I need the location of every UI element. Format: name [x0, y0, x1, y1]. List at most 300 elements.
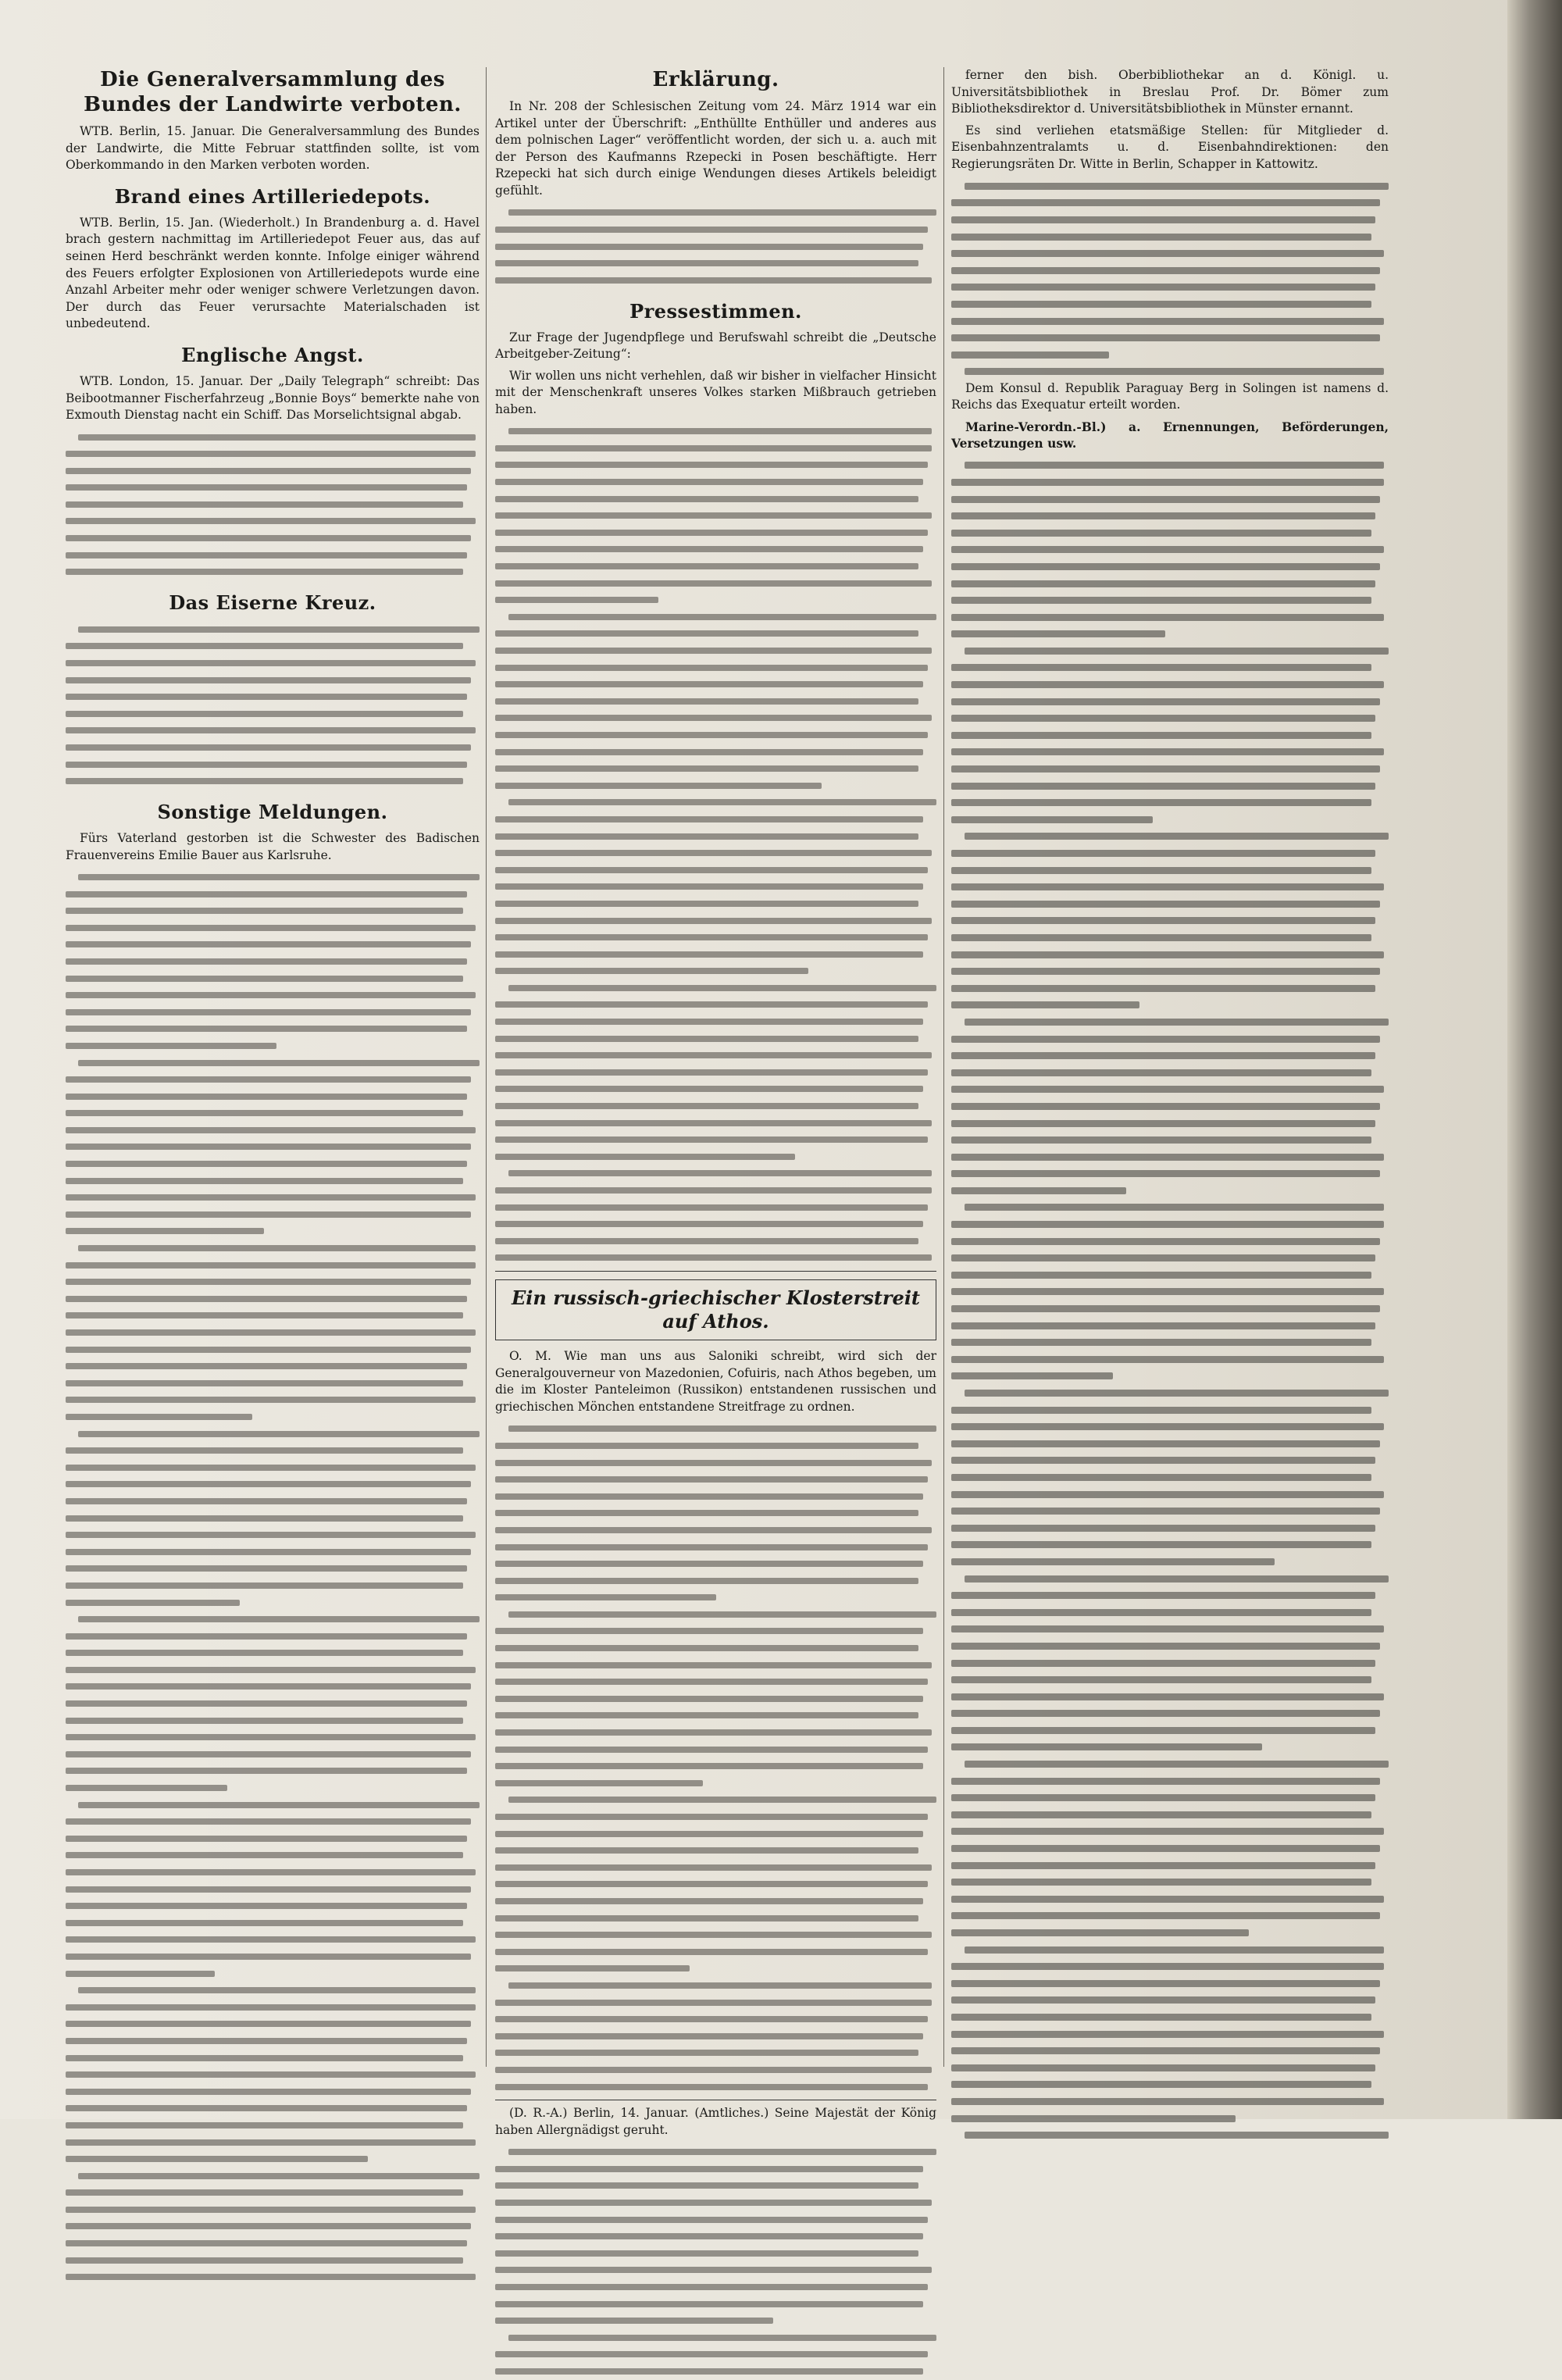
- text-block: [66, 429, 480, 580]
- text-line: [951, 1672, 1389, 1689]
- text-line: [951, 1536, 1389, 1554]
- text-line: [951, 1301, 1389, 1318]
- text-line: [495, 457, 936, 474]
- text-line: [495, 1808, 936, 1825]
- text-line: [66, 2083, 480, 2100]
- text-line: [495, 1421, 936, 1438]
- text-line: [495, 642, 936, 659]
- text-line: [951, 1165, 1389, 1183]
- text-line: [66, 1223, 480, 1240]
- article-paragraph: (D. R.-A.) Berlin, 14. Januar. (Amtliches.) Seine Majestät der König haben Allergnädigst geruht.: [495, 2106, 936, 2137]
- text-line: [951, 2076, 1389, 2093]
- text-line: [951, 1469, 1389, 1486]
- text-line: [951, 963, 1389, 980]
- text-line: [951, 1047, 1389, 1065]
- text-line: [951, 1064, 1389, 1081]
- text-line: [66, 953, 480, 970]
- text-line: [495, 524, 936, 541]
- text-line: [951, 1436, 1389, 1453]
- text-line: [951, 1840, 1389, 1857]
- text-line: [951, 347, 1389, 364]
- text-line: [495, 423, 936, 441]
- article-title: Das Eiserne Kreuz.: [169, 591, 376, 615]
- text-line: [495, 255, 936, 272]
- text-line: [951, 212, 1389, 229]
- text-line: [495, 1064, 936, 1081]
- text-line: [495, 794, 936, 812]
- text-line: [495, 1013, 936, 1030]
- text-line: [66, 2268, 480, 2285]
- text-line: [495, 1977, 936, 1994]
- text-line: [66, 1088, 480, 1105]
- text-line: [951, 1216, 1389, 1233]
- text-line: [66, 1847, 480, 1864]
- text-line: [495, 272, 936, 289]
- text-line: [951, 1604, 1389, 1621]
- text-line: [495, 1590, 936, 1607]
- text-line: [495, 1555, 936, 1572]
- text-line: [951, 1351, 1389, 1368]
- text-line: [495, 2194, 936, 2211]
- text-line: [951, 1756, 1389, 1773]
- text-line: [66, 1510, 480, 1527]
- text-line: [66, 2150, 480, 2168]
- text-line: [951, 558, 1389, 576]
- text-line: [495, 710, 936, 727]
- text-line: [951, 1722, 1389, 1740]
- text-line: [951, 1992, 1389, 2009]
- text-line: [951, 1519, 1389, 1536]
- article-paragraph: Wir wollen uns nicht verhehlen, daß wir bisher in vielfacher Hinsicht mit der Menschenkraft unseres Volkes starken Mißbrauch getrieben haben.: [495, 368, 936, 416]
- text-line: [495, 440, 936, 457]
- text-line: [66, 1982, 480, 1999]
- text-line: [66, 1273, 480, 1290]
- text-line: [66, 1493, 480, 1510]
- text-line: [495, 2144, 936, 2161]
- text-line: [495, 2161, 936, 2178]
- text-line: [66, 1004, 480, 1021]
- text-line: [495, 205, 936, 222]
- text-line: [951, 1030, 1389, 1047]
- text-line: [495, 2178, 936, 2195]
- text-line: [66, 1712, 480, 1729]
- text-line: [66, 672, 480, 689]
- text-line: [66, 1172, 480, 1190]
- text-line: [66, 1375, 480, 1392]
- text-line: [951, 508, 1389, 525]
- text-line: [66, 2100, 480, 2118]
- text-line: [66, 2050, 480, 2067]
- text-line: [951, 363, 1389, 380]
- text-line: [951, 828, 1389, 845]
- text-line: [66, 1459, 480, 1476]
- text-line: [495, 811, 936, 828]
- text-line: [66, 2117, 480, 2134]
- text-line: [66, 1341, 480, 1358]
- text-line: [951, 1486, 1389, 1503]
- text-line: [495, 744, 936, 761]
- article-paragraph: Es sind verliehen etatsmäßige Stellen: für Mitglieder d. Eisenbahnzentralamts u. d. Eisenbahndirektionen: den Regierungsräten Dr. Witte in Berlin, Schapper in Kattowitz.: [951, 123, 1389, 171]
- text-line: [66, 739, 480, 756]
- text-line: [495, 1775, 936, 1792]
- column-middle: [495, 67, 936, 2137]
- text-line: [66, 429, 480, 446]
- text-line: [495, 491, 936, 508]
- text-line: [66, 1661, 480, 1679]
- text-block: [495, 205, 936, 289]
- text-line: [495, 1505, 936, 1522]
- text-line: [951, 727, 1389, 744]
- text-line: [495, 1454, 936, 1472]
- text-line: [495, 844, 936, 862]
- text-line: [951, 1233, 1389, 1250]
- text-line: [66, 1813, 480, 1830]
- text-line: [495, 507, 936, 524]
- article-title: Erklärung.: [652, 68, 779, 91]
- text-line: [495, 2363, 936, 2380]
- text-line: [951, 1958, 1389, 1975]
- text-line: [951, 1098, 1389, 1115]
- text-line: [66, 496, 480, 513]
- text-line: [495, 2245, 936, 2262]
- text-line: [495, 2228, 936, 2245]
- text-line: [951, 1587, 1389, 1604]
- text-line: [951, 676, 1389, 694]
- text-line: [495, 473, 936, 491]
- text-line: [66, 937, 480, 954]
- page-binding-shadow: [1507, 0, 1562, 2119]
- text-line: [495, 1859, 936, 1876]
- text-line: [951, 693, 1389, 710]
- text-line: [495, 1825, 936, 1843]
- text-block: [66, 869, 480, 2285]
- text-line: [66, 886, 480, 903]
- text-line: [951, 1688, 1389, 1705]
- text-line: [66, 1577, 480, 1594]
- text-line: [495, 1115, 936, 1132]
- text-line: [495, 777, 936, 794]
- text-line: [951, 296, 1389, 313]
- text-line: [951, 228, 1389, 245]
- text-line: [495, 608, 936, 626]
- text-line: [495, 1926, 936, 1943]
- text-line: [951, 744, 1389, 761]
- text-line: [495, 2329, 936, 2346]
- text-line: [66, 2134, 480, 2151]
- text-line: [66, 970, 480, 987]
- text-line: [951, 575, 1389, 592]
- text-line: [495, 912, 936, 930]
- text-line: [66, 1105, 480, 1122]
- text-line: [66, 1746, 480, 1763]
- text-line: [951, 457, 1389, 474]
- text-line: [951, 794, 1389, 812]
- text-line: [951, 1317, 1389, 1334]
- text-line: [495, 726, 936, 744]
- column-right: [951, 67, 1389, 2114]
- text-line: [66, 1611, 480, 1628]
- text-line: [495, 929, 936, 946]
- text-line: [951, 194, 1389, 212]
- text-line: [951, 2127, 1389, 2144]
- text-line: [495, 2278, 936, 2296]
- text-line: [495, 1215, 936, 1233]
- text-line: [495, 591, 936, 608]
- text-line: [66, 1071, 480, 1088]
- text-line: [495, 2262, 936, 2279]
- text-line: [951, 1014, 1389, 1031]
- text-line: [951, 896, 1389, 913]
- text-line: [66, 638, 480, 655]
- text-line: [495, 1842, 936, 1859]
- text-line: [66, 1408, 480, 1426]
- text-line: [66, 547, 480, 564]
- text-line: [951, 1705, 1389, 1722]
- text-line: [951, 178, 1389, 195]
- article-paragraph: In Nr. 208 der Schlesischen Zeitung vom 24. März 1914 war ein Artikel unter der Überschrift: „Enthüllte Enthüller und anderes aus dem polnischen Lager“ veröffentlicht worden, der sich u. a. auch mit der Person des Kaufmanns Rzepecki in Posen beschäftigte. Herr Rzepecki hat sich durch einige Wendungen dieses Artikels beleidigt gefühlt.: [495, 99, 936, 198]
- text-line: [951, 312, 1389, 330]
- text-line: [495, 2011, 936, 2028]
- text-line: [66, 1628, 480, 1645]
- text-line: [66, 1526, 480, 1543]
- text-line: [66, 1308, 480, 1325]
- boxed-headline: Ein russisch-griechischer Klosterstreit auf Athos.: [495, 1279, 936, 1340]
- text-line: [495, 1572, 936, 1590]
- article-paragraph: WTB. Berlin, 15. Januar. Die Generalversammlung des Bundes der Landwirte, die Mitte Februar stattfinden sollte, ist vom Oberkommando in den Marken verboten worden.: [66, 124, 480, 173]
- text-line: [495, 1673, 936, 1690]
- text-line: [495, 1741, 936, 1758]
- text-line: [66, 1240, 480, 1257]
- text-line: [951, 1452, 1389, 1469]
- text-line: [495, 558, 936, 575]
- text-line: [66, 1948, 480, 1965]
- text-line: [951, 1503, 1389, 1520]
- text-line: [495, 1250, 936, 1267]
- text-line: [495, 1539, 936, 1556]
- text-line: [495, 1165, 936, 1183]
- text-line: [951, 1334, 1389, 1351]
- text-line: [66, 919, 480, 937]
- text-line: [951, 659, 1389, 676]
- column-divider: [486, 67, 487, 2067]
- text-line: [66, 2235, 480, 2252]
- text-line: [951, 2093, 1389, 2111]
- text-line: [951, 862, 1389, 879]
- text-block: [951, 178, 1389, 380]
- text-line: [495, 626, 936, 643]
- text-line: [951, 1267, 1389, 1284]
- text-line: [66, 756, 480, 773]
- text-line: [66, 1763, 480, 1780]
- text-line: [495, 659, 936, 676]
- text-line: [66, 1965, 480, 1982]
- text-line: [951, 1789, 1389, 1807]
- article-title: Sonstige Meldungen.: [157, 801, 388, 823]
- text-line: [495, 1690, 936, 1707]
- text-line: [66, 1189, 480, 1206]
- text-line: [951, 1874, 1389, 1891]
- text-line: [66, 563, 480, 580]
- text-line: [951, 1401, 1389, 1418]
- text-line: [495, 676, 936, 693]
- text-line: [66, 2201, 480, 2218]
- text-line: [951, 626, 1389, 643]
- text-line: [951, 845, 1389, 862]
- text-line: [66, 1257, 480, 1274]
- text-line: [66, 1426, 480, 1443]
- text-line: [495, 575, 936, 592]
- text-line: [951, 1199, 1389, 1216]
- text-line: [951, 1081, 1389, 1098]
- text-line: [951, 1823, 1389, 1840]
- text-line: [951, 1368, 1389, 1385]
- text-block: [66, 621, 480, 790]
- text-line: [951, 1807, 1389, 1824]
- text-line: [66, 705, 480, 723]
- text-line: [66, 1290, 480, 1308]
- text-line: [951, 2043, 1389, 2060]
- text-line: [951, 592, 1389, 609]
- text-line: [66, 1442, 480, 1459]
- text-line: [951, 1739, 1389, 1756]
- article-paragraph: ferner den bish. Oberbibliothekar an d. Königl. u. Universitätsbibliothek in Breslau Prof. Dr. Bömer zum Bibliotheksdirektor d. Universitätsbibliothek in Münster ernannt.: [951, 68, 1389, 116]
- text-line: [495, 1606, 936, 1623]
- text-line: [66, 2016, 480, 2033]
- text-line: [66, 1054, 480, 1072]
- article-title: Brand eines Artilleriedepots.: [114, 184, 431, 208]
- text-line: [66, 1914, 480, 1932]
- text-line: [951, 879, 1389, 896]
- text-line: [66, 1864, 480, 1881]
- text-line: [66, 1695, 480, 1712]
- text-line: [951, 1638, 1389, 1655]
- text-line: [66, 1729, 480, 1746]
- text-line: [951, 2025, 1389, 2043]
- text-line: [66, 1358, 480, 1375]
- text-line: [495, 1910, 936, 1927]
- text-line: [495, 1233, 936, 1250]
- text-line: [495, 1640, 936, 1657]
- article-paragraph: Dem Konsul d. Republik Paraguay Berg in Solingen ist namens d. Reichs das Exequatur erteilt worden.: [951, 380, 1389, 412]
- text-line: [951, 1283, 1389, 1301]
- text-line: [66, 1037, 480, 1054]
- text-line: [495, 1893, 936, 1910]
- text-line: [951, 1115, 1389, 1132]
- text-block: [495, 423, 936, 1267]
- text-line: [951, 2059, 1389, 2076]
- text-line: [951, 279, 1389, 296]
- text-line: [495, 1097, 936, 1115]
- text-line: [495, 693, 936, 710]
- text-line: [495, 1943, 936, 1961]
- text-line: [66, 723, 480, 740]
- text-line: [495, 2045, 936, 2062]
- text-line: [495, 2312, 936, 2329]
- text-line: [951, 912, 1389, 930]
- text-line: [951, 1941, 1389, 1958]
- section-heading: Marine-Verordn.-Bl.) a. Ernennungen, Beförderungen, Versetzungen usw.: [951, 419, 1389, 451]
- text-line: [495, 1757, 936, 1775]
- text-line: [951, 1857, 1389, 1874]
- text-line: [495, 1876, 936, 1893]
- text-line: [66, 987, 480, 1004]
- text-line: [66, 869, 480, 886]
- text-line: [951, 2009, 1389, 2026]
- text-block: [495, 2144, 936, 2380]
- article-paragraph: WTB. London, 15. Januar. Der „Daily Telegraph“ schreibt: Das Beibootmanner Fischerfahrzeug „Bonnie Boys“ bemerkte nahe von Exmouth Dienstag nacht ein Schiff. Das Morselichtsignal abgab.: [66, 373, 480, 423]
- text-line: [495, 879, 936, 896]
- text-line: [495, 238, 936, 255]
- text-line: [951, 812, 1389, 829]
- text-line: [66, 1139, 480, 1156]
- text-line: [66, 1932, 480, 1949]
- text-line: [495, 1437, 936, 1454]
- text-line: [495, 1792, 936, 1809]
- text-line: [66, 2032, 480, 2050]
- text-line: [495, 2061, 936, 2078]
- text-line: [495, 1724, 936, 1741]
- text-line: [951, 608, 1389, 626]
- text-line: [495, 2028, 936, 2045]
- column-left: [66, 67, 480, 2098]
- article-title: Die Generalversammlung des Bundes der Landwirte verboten.: [84, 68, 462, 116]
- text-line: [66, 1679, 480, 1696]
- text-line: [66, 2252, 480, 2269]
- text-line: [951, 2110, 1389, 2127]
- text-line: [951, 1772, 1389, 1789]
- text-line: [495, 1994, 936, 2011]
- text-line: [951, 1183, 1389, 1200]
- text-line: [66, 1122, 480, 1139]
- text-line: [66, 1392, 480, 1409]
- text-line: [66, 621, 480, 638]
- text-line: [951, 777, 1389, 794]
- text-line: [495, 2211, 936, 2228]
- text-line: [66, 462, 480, 480]
- text-line: [66, 1830, 480, 1847]
- text-line: [66, 2185, 480, 2202]
- text-line: [495, 541, 936, 558]
- article-paragraph: Zur Frage der Jugendpflege und Berufswahl schreibt die „Deutsche Arbeitgeber-Zeitung“:: [495, 330, 936, 362]
- text-line: [495, 1961, 936, 1978]
- text-line: [495, 1522, 936, 1539]
- text-line: [951, 1418, 1389, 1436]
- text-line: [495, 1182, 936, 1199]
- text-line: [66, 530, 480, 547]
- text-line: [495, 1081, 936, 1098]
- text-line: [66, 513, 480, 530]
- text-line: [66, 655, 480, 672]
- text-line: [951, 643, 1389, 660]
- article-paragraph: O. M. Wie man uns aus Saloniki schreibt, wird sich der Generalgouverneur von Mazedonien, Cofuiris, nach Athos begeben, um die im Kloster Panteleimon (Russikon) entstandenen russischen und griechischen Mönchen entstandene Streitfrage zu ordnen.: [495, 1349, 936, 1414]
- text-line: [951, 710, 1389, 727]
- text-line: [66, 1206, 480, 1223]
- text-line: [951, 541, 1389, 558]
- text-line: [495, 1131, 936, 1148]
- text-line: [951, 997, 1389, 1014]
- text-line: [495, 1047, 936, 1064]
- text-line: [66, 2168, 480, 2185]
- text-line: [66, 2066, 480, 2083]
- text-line: [66, 1324, 480, 1341]
- text-line: [495, 828, 936, 845]
- text-line: [495, 1657, 936, 1674]
- text-line: [495, 2296, 936, 2313]
- text-line: [66, 1897, 480, 1914]
- text-line: [951, 474, 1389, 491]
- text-block: [495, 1421, 936, 2096]
- text-line: [951, 330, 1389, 347]
